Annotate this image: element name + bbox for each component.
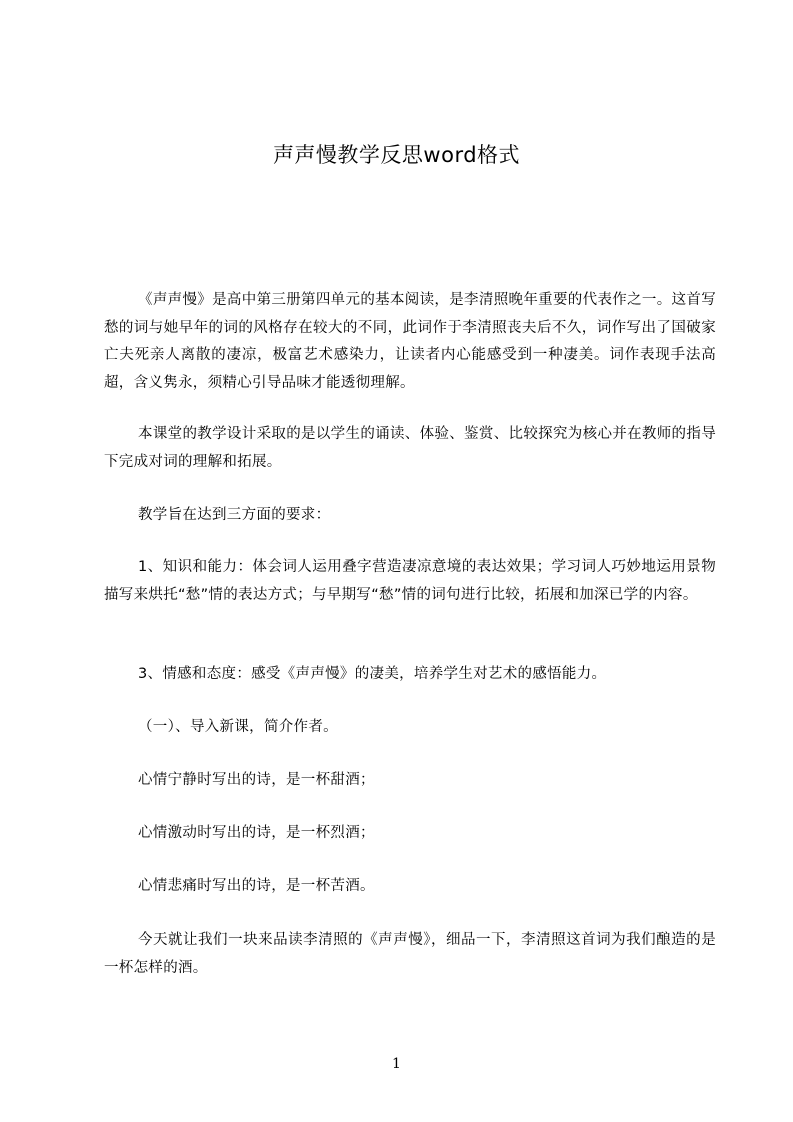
paragraph-today: 今天就让我们一块来品读李清照的《声声慢》，细品一下，李清照这首词为我们酿造的是一杯怎样的酒。 <box>104 932 716 976</box>
document-title: 声声慢教学反思word格式 <box>272 143 521 167</box>
paragraph-sweet-wine: 心情宁静时写出的诗，是一杯甜酒； <box>138 772 375 788</box>
paragraph-section-one: （一）、导入新课，简介作者。 <box>138 719 338 735</box>
paragraph-design: 本课堂的教学设计采取的是以学生的诵读、体验、鉴赏、比较探究为核心并在教师的指导下完成对词的理解和拓展。 <box>104 426 716 470</box>
paragraph-bitter-wine: 心情悲痛时写出的诗，是一杯苦酒。 <box>138 878 375 894</box>
paragraph-intro: 《声声慢》是高中第三册第四单元的基本阅读，是李清照晚年重要的代表作之一。这首写愁的词与她早年的词的风格存在较大的不同，此词作于李清照丧夫后不久，词作写出了国破家亡夫死亲人离散的凄凉，极富艺术感染力，让读者内心能感受到一种凄美。词作表现手法高超，含义隽永，须精心引导品味才能透彻理解。 <box>104 292 716 391</box>
paragraph-goals-heading: 教学旨在达到三方面的要求： <box>138 507 331 523</box>
page-number: 1 <box>392 1056 401 1072</box>
paragraph-goal-emotion: 3、情感和态度：感受《声声慢》的凄美，培养学生对艺术的感悟能力。 <box>138 666 607 682</box>
paragraph-goal-knowledge: 1、知识和能力：体会词人运用叠字营造凄凉意境的表达效果；学习词人巧妙地运用景物描写来烘托“愁”情的表达方式；与早期写“愁”情的词句进行比较，拓展和加深已学的内容。 <box>104 559 716 603</box>
paragraph-strong-wine: 心情激动时写出的诗，是一杯烈酒； <box>138 825 375 841</box>
